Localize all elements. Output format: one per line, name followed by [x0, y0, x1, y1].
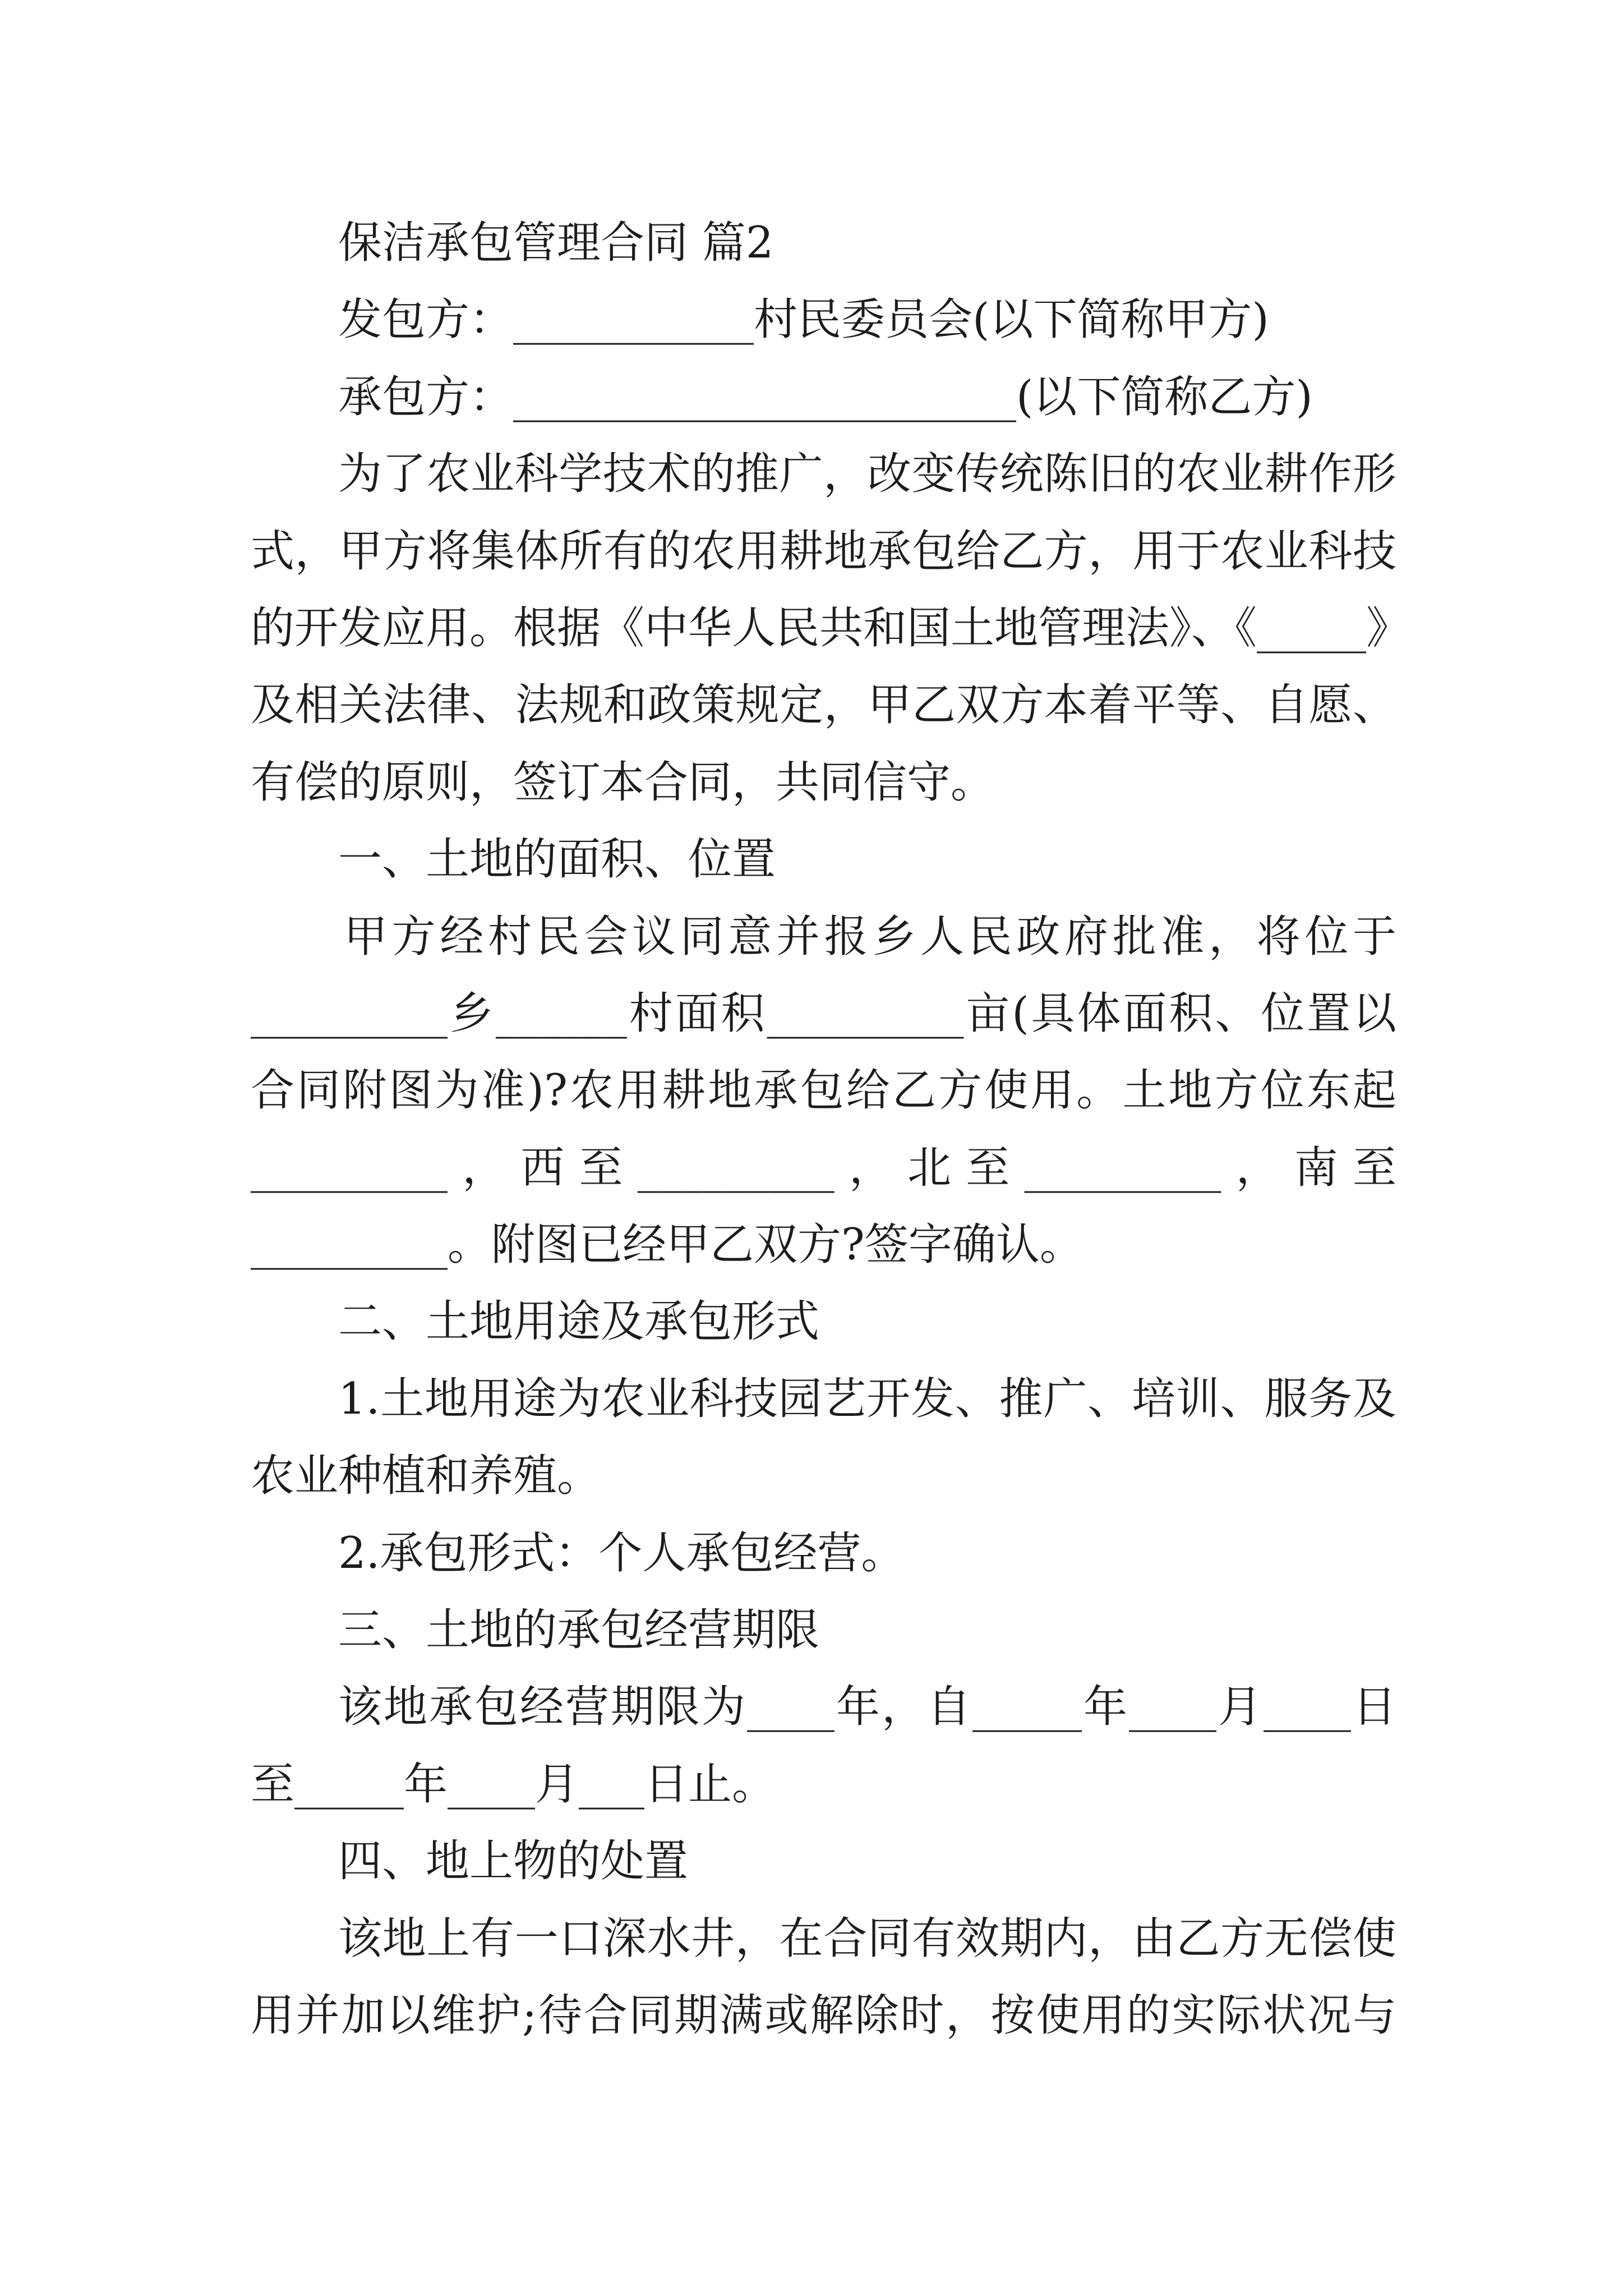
party-a-line: 发包方：___________村民委员会(以下简称甲方): [338, 295, 1269, 346]
section-line: 该地承包经营期限为____年，自_____年____月____日: [338, 1682, 1396, 1733]
party-b-line: 承包方：_______________________(以下简称乙方): [338, 371, 1313, 422]
section-line: 用并加以维护;待合同期满或解除时，按使用的实际状况与: [251, 1990, 1396, 2041]
section-line: 该地上有一口深水井，在合同有效期内，由乙方无偿使: [338, 1913, 1396, 1964]
section-heading: 四、地上物的处置: [338, 1836, 689, 1887]
section-line: 农业种植和养殖。: [251, 1451, 601, 1502]
section-line: 至_____年____月___日止。: [251, 1759, 776, 1810]
preamble-line: 有偿的原则，签订本合同，共同信守。: [251, 757, 995, 808]
section-line: 2.承包形式：个人承包经营。: [338, 1527, 905, 1579]
section-line: _________。附图已经甲乙双方?签字确认。: [251, 1220, 1083, 1271]
document-title: 保洁承包管理合同 篇2: [338, 218, 774, 268]
preamble-line: 的开发应用。根据《中华人民共和国土地管理法》、《_____》: [251, 602, 1410, 654]
section-line: 1.土地用途为农业科技园艺开发、推广、培训、服务及: [338, 1373, 1396, 1424]
preamble-line: 及相关法律、法规和政策规定，甲乙双方本着平等、自愿、: [251, 680, 1396, 731]
section-heading: 一、土地的面积、位置: [338, 834, 776, 885]
section-heading: 二、土地用途及承包形式: [338, 1296, 820, 1347]
section-line: _________，西至_________，北至_________，南至: [251, 1142, 1396, 1193]
preamble-line: 为了农业科学技术的推广，改变传统陈旧的农业耕作形: [338, 449, 1396, 500]
section-line: _________乡______村面积_________亩(具体面积、位置以: [251, 988, 1396, 1039]
preamble-line: 式，甲方将集体所有的农用耕地承包给乙方，用于农业科技: [251, 526, 1396, 577]
document-body: [251, 205, 1410, 2054]
section-line: 甲方经村民会议同意并报乡人民政府批准，将位于: [344, 911, 1396, 962]
section-heading: 三、土地的承包经营期限: [338, 1605, 820, 1656]
section-line: 合同附图为准)?农用耕地承包给乙方使用。土地方位东起: [251, 1065, 1396, 1116]
